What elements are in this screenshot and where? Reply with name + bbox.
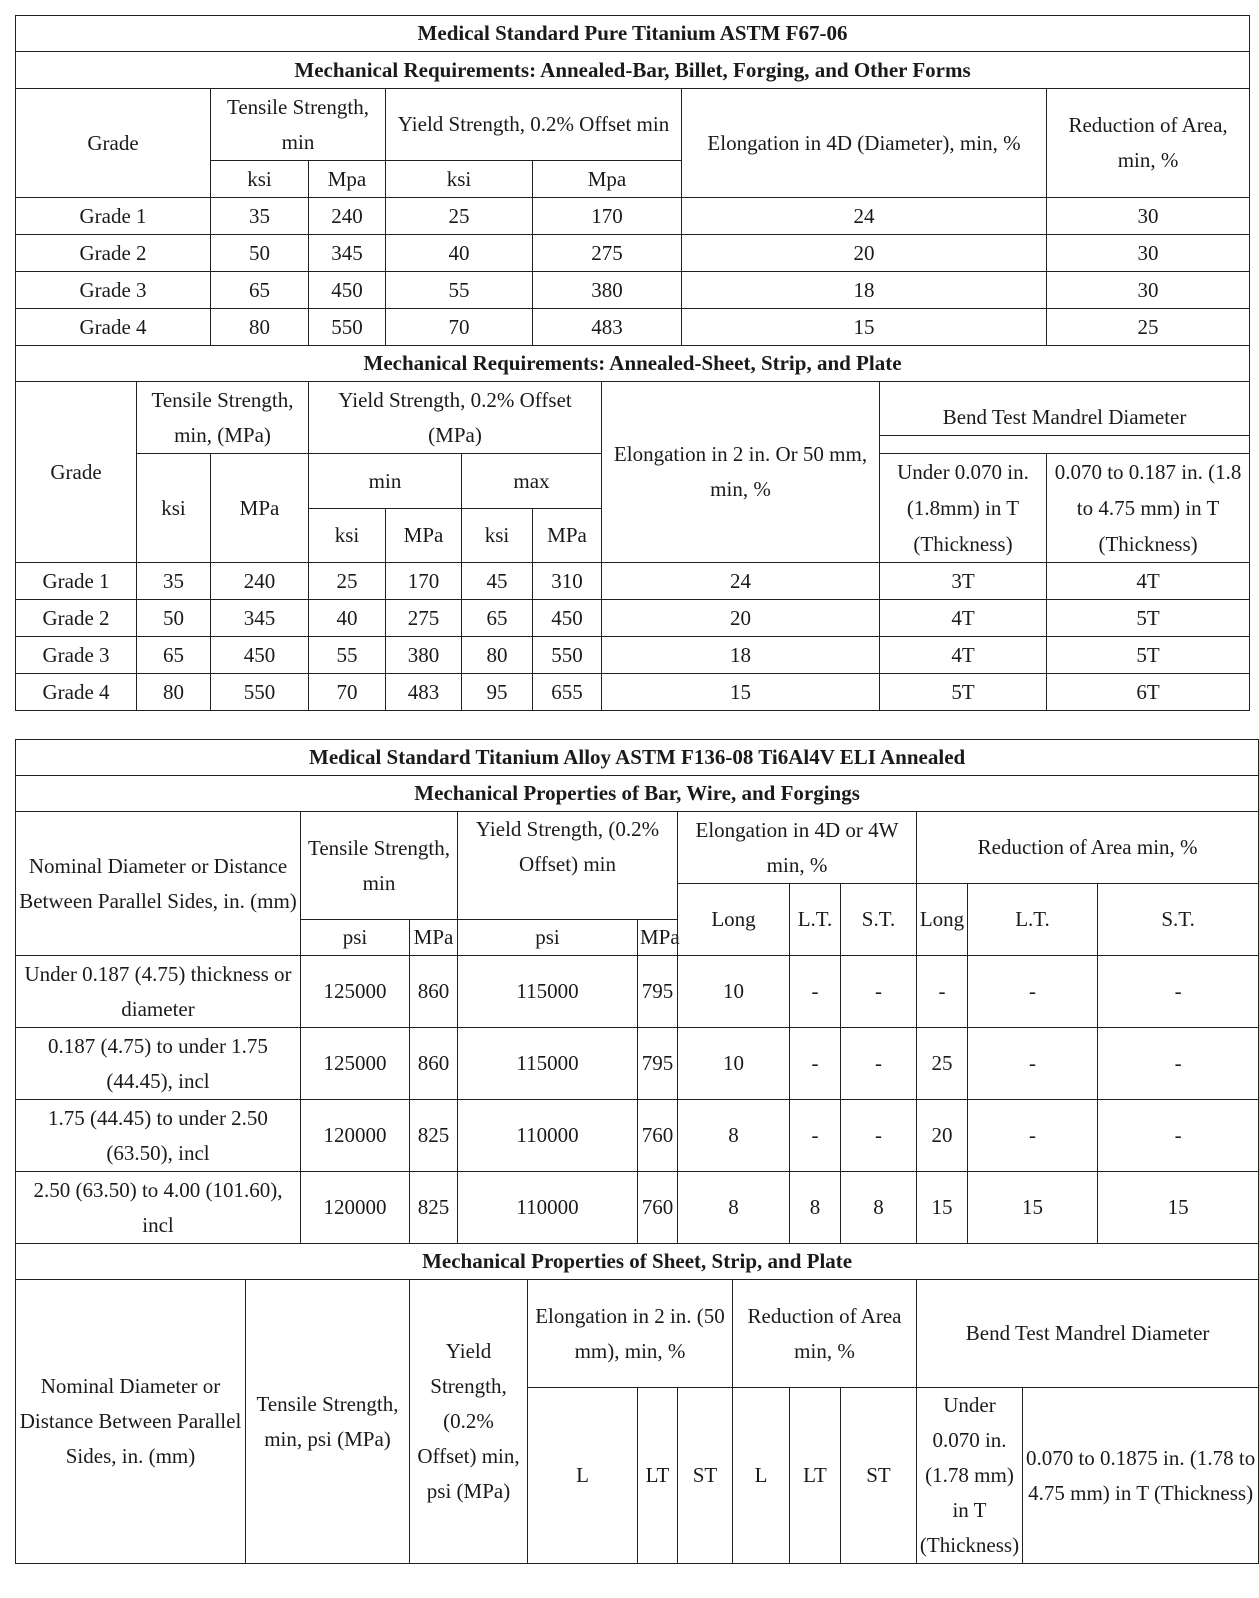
data-cell: - <box>968 1028 1098 1100</box>
yield-min-ksi-header: ksi <box>309 508 386 563</box>
data-cell: 30 <box>1047 272 1250 309</box>
data-cell: 275 <box>386 600 462 637</box>
bend-range-header: 0.070 to 0.187 in. (1.8 to 4.75 mm) in T (Thickness) <box>1047 454 1250 563</box>
data-cell: - <box>790 956 841 1028</box>
data-cell: 5T <box>880 674 1047 711</box>
table-row <box>16 1100 1259 1172</box>
data-cell: 8 <box>678 1172 790 1244</box>
pure-titanium-table <box>15 15 1250 711</box>
table-row <box>16 563 1250 600</box>
elongation-header: Elongation in 2 in. Or 50 mm, min, % <box>602 382 880 563</box>
data-cell: 50 <box>137 600 211 637</box>
grade-cell: Grade 4 <box>16 674 137 711</box>
data-cell: 240 <box>211 563 309 600</box>
tensile-psi-header: psi <box>301 920 410 956</box>
yield-min-mpa-header: MPa <box>386 508 462 563</box>
yield-max-header: max <box>462 454 602 509</box>
yield-psi-header: psi <box>458 920 638 956</box>
bend-range-header: 0.070 to 0.1875 in. (1.78 to 4.75 mm) in T (Thickness) <box>1023 1388 1259 1564</box>
data-cell: 550 <box>309 309 386 346</box>
red-long-header: Long <box>917 884 968 956</box>
data-cell: 15 <box>602 674 880 711</box>
nominal-diameter-header: Nominal Diameter or Distance Between Parallel Sides, in. (mm) <box>16 1280 246 1564</box>
yield-min-header: min <box>309 454 462 509</box>
data-cell: 345 <box>211 600 309 637</box>
data-cell: 80 <box>462 637 533 674</box>
elong-l-header: L <box>528 1388 638 1564</box>
data-cell: 860 <box>410 956 458 1028</box>
bend-test-header: Bend Test Mandrel Diameter <box>917 1280 1259 1388</box>
data-cell: 55 <box>386 272 533 309</box>
data-cell: - <box>841 1100 917 1172</box>
table1-title: Medical Standard Pure Titanium ASTM F67-06 <box>16 16 1250 52</box>
yield-strength-header: Yield Strength, (0.2% Offset) min, psi (MPa) <box>410 1280 528 1564</box>
elong-lt-header: L.T. <box>790 884 841 956</box>
data-cell: 825 <box>410 1172 458 1244</box>
data-cell: 55 <box>309 637 386 674</box>
data-cell: 65 <box>211 272 309 309</box>
bend-test-header <box>880 382 1250 454</box>
table-row <box>16 956 1259 1028</box>
table-row <box>16 600 1250 637</box>
table1-section2-title: Mechanical Requirements: Annealed-Sheet, Strip, and Plate <box>16 346 1250 382</box>
data-cell: 95 <box>462 674 533 711</box>
yield-max-ksi-header: ksi <box>462 508 533 563</box>
elong-st-header: ST <box>678 1388 733 1564</box>
reduction-header: Reduction of Area min, % <box>917 812 1259 884</box>
tensile-strength-header: Tensile Strength, min, psi (MPa) <box>246 1280 410 1564</box>
data-cell: 10 <box>678 956 790 1028</box>
nominal-cell: 0.187 (4.75) to under 1.75 (44.45), incl <box>16 1028 301 1100</box>
tensile-strength-header: Tensile Strength, min <box>301 812 458 920</box>
grade-header: Grade <box>16 382 137 563</box>
data-cell: 115000 <box>458 1028 638 1100</box>
tensile-ksi-header: ksi <box>211 161 309 198</box>
data-cell: 70 <box>386 309 533 346</box>
data-cell: 45 <box>462 563 533 600</box>
data-cell: 25 <box>1047 309 1250 346</box>
yield-ksi-header: ksi <box>386 161 533 198</box>
data-cell: 24 <box>682 198 1047 235</box>
data-cell: - <box>790 1028 841 1100</box>
yield-strength-header: Yield Strength, 0.2% Offset min <box>386 89 682 161</box>
data-cell: 20 <box>682 235 1047 272</box>
table-row <box>16 674 1250 711</box>
tensile-strength-header: Tensile Strength, min <box>211 89 386 161</box>
data-cell: 760 <box>638 1100 678 1172</box>
nominal-cell: 1.75 (44.45) to under 2.50 (63.50), incl <box>16 1100 301 1172</box>
table2-subtitle: Mechanical Properties of Bar, Wire, and Forgings <box>16 776 1259 812</box>
grade-cell: Grade 1 <box>16 563 137 600</box>
yield-mpa-header: Mpa <box>533 161 682 198</box>
data-cell: 380 <box>533 272 682 309</box>
data-cell: 110000 <box>458 1100 638 1172</box>
data-cell: 4T <box>880 637 1047 674</box>
data-cell: 18 <box>602 637 880 674</box>
tensile-mpa-header: Mpa <box>309 161 386 198</box>
data-cell: 65 <box>462 600 533 637</box>
elong-st-header: S.T. <box>841 884 917 956</box>
tensile-strength-header: Tensile Strength, min, (MPa) <box>137 382 309 454</box>
data-cell: 18 <box>682 272 1047 309</box>
yield-max-mpa-header: MPa <box>533 508 602 563</box>
data-cell: 80 <box>211 309 309 346</box>
grade-cell: Grade 4 <box>16 309 211 346</box>
data-cell: 35 <box>211 198 309 235</box>
table-row <box>16 235 1250 272</box>
data-cell: 345 <box>309 235 386 272</box>
data-cell: 70 <box>309 674 386 711</box>
data-cell: 483 <box>533 309 682 346</box>
data-cell: 6T <box>1047 674 1250 711</box>
data-cell: 65 <box>137 637 211 674</box>
data-cell: - <box>841 956 917 1028</box>
table-row <box>16 309 1250 346</box>
data-cell: 483 <box>386 674 462 711</box>
table2-title: Medical Standard Titanium Alloy ASTM F136-08 Ti6Al4V ELI Annealed <box>16 740 1259 776</box>
data-cell: 125000 <box>301 956 410 1028</box>
data-cell: 15 <box>682 309 1047 346</box>
data-cell: 25 <box>309 563 386 600</box>
data-cell: - <box>917 956 968 1028</box>
data-cell: - <box>1098 1028 1259 1100</box>
data-cell: 24 <box>602 563 880 600</box>
data-cell: 170 <box>533 198 682 235</box>
data-cell: 20 <box>917 1100 968 1172</box>
bend-test-label: Bend Test Mandrel Diameter <box>880 399 1249 436</box>
data-cell: 450 <box>211 637 309 674</box>
red-lt-header: LT <box>790 1388 841 1564</box>
data-cell: 20 <box>602 600 880 637</box>
data-cell: 170 <box>386 563 462 600</box>
elong-lt-header: LT <box>638 1388 678 1564</box>
table-row <box>16 1172 1259 1244</box>
data-cell: 550 <box>533 637 602 674</box>
elongation-header: Elongation in 4D (Diameter), min, % <box>682 89 1047 198</box>
elongation-header: Elongation in 4D or 4W min, % <box>678 812 917 884</box>
nominal-cell: 2.50 (63.50) to 4.00 (101.60), incl <box>16 1172 301 1244</box>
red-lt-header: L.T. <box>968 884 1098 956</box>
data-cell: 380 <box>386 637 462 674</box>
table-row <box>16 198 1250 235</box>
data-cell: 15 <box>917 1172 968 1244</box>
reduction-header: Reduction of Area min, % <box>733 1280 917 1388</box>
data-cell: 30 <box>1047 198 1250 235</box>
titanium-alloy-table <box>15 739 1259 1564</box>
data-cell: 310 <box>533 563 602 600</box>
data-cell: 10 <box>678 1028 790 1100</box>
red-st-header: S.T. <box>1098 884 1259 956</box>
nominal-diameter-header: Nominal Diameter or Distance Between Parallel Sides, in. (mm) <box>16 812 301 956</box>
elongation-header: Elongation in 2 in. (50 mm), min, % <box>528 1280 733 1388</box>
data-cell: 40 <box>309 600 386 637</box>
data-cell: 450 <box>309 272 386 309</box>
table-row <box>16 272 1250 309</box>
grade-cell: Grade 2 <box>16 235 211 272</box>
table-row <box>16 1028 1259 1100</box>
data-cell: 275 <box>533 235 682 272</box>
nominal-cell: Under 0.187 (4.75) thickness or diameter <box>16 956 301 1028</box>
grade-cell: Grade 3 <box>16 272 211 309</box>
data-cell: 3T <box>880 563 1047 600</box>
data-cell: 15 <box>968 1172 1098 1244</box>
data-cell: 125000 <box>301 1028 410 1100</box>
data-cell: 30 <box>1047 235 1250 272</box>
data-cell: 825 <box>410 1100 458 1172</box>
data-cell: 550 <box>211 674 309 711</box>
data-cell: 120000 <box>301 1100 410 1172</box>
grade-cell: Grade 3 <box>16 637 137 674</box>
yield-strength-header: Yield Strength, (0.2% Offset) min <box>458 812 678 920</box>
yield-strength-header: Yield Strength, 0.2% Offset (MPa) <box>309 382 602 454</box>
data-cell: 760 <box>638 1172 678 1244</box>
table1-subtitle: Mechanical Requirements: Annealed-Bar, Billet, Forging, and Other Forms <box>16 52 1250 89</box>
data-cell: 5T <box>1047 600 1250 637</box>
data-cell: 35 <box>137 563 211 600</box>
data-cell: 110000 <box>458 1172 638 1244</box>
tensile-mpa-header: MPa <box>211 454 309 563</box>
data-cell: 15 <box>1098 1172 1259 1244</box>
reduction-header: Reduction of Area, min, % <box>1047 89 1250 198</box>
grade-cell: Grade 2 <box>16 600 137 637</box>
data-cell: - <box>968 1100 1098 1172</box>
table-row <box>16 637 1250 674</box>
table2-section2-title: Mechanical Properties of Sheet, Strip, and Plate <box>16 1244 1259 1280</box>
tensile-mpa-header: MPa <box>410 920 458 956</box>
tensile-ksi-header: ksi <box>137 454 211 563</box>
grade-cell: Grade 1 <box>16 198 211 235</box>
bend-under-header: Under 0.070 in. (1.8mm) in T (Thickness) <box>880 454 1047 563</box>
data-cell: - <box>968 956 1098 1028</box>
data-cell: 8 <box>678 1100 790 1172</box>
data-cell: - <box>841 1028 917 1100</box>
data-cell: - <box>790 1100 841 1172</box>
grade-header: Grade <box>16 89 211 198</box>
data-cell: 80 <box>137 674 211 711</box>
data-cell: 120000 <box>301 1172 410 1244</box>
data-cell: - <box>1098 1100 1259 1172</box>
data-cell: 8 <box>841 1172 917 1244</box>
data-cell: 8 <box>790 1172 841 1244</box>
data-cell: 40 <box>386 235 533 272</box>
red-st-header: ST <box>841 1388 917 1564</box>
data-cell: 655 <box>533 674 602 711</box>
data-cell: 860 <box>410 1028 458 1100</box>
data-cell: 5T <box>1047 637 1250 674</box>
bend-under-header: Under 0.070 in. (1.78 mm) in T (Thickness) <box>917 1388 1023 1564</box>
elong-long-header: Long <box>678 884 790 956</box>
data-cell: 4T <box>880 600 1047 637</box>
data-cell: 25 <box>917 1028 968 1100</box>
red-l-header: L <box>733 1388 790 1564</box>
data-cell: 795 <box>638 1028 678 1100</box>
data-cell: 795 <box>638 956 678 1028</box>
data-cell: 4T <box>1047 563 1250 600</box>
yield-mpa-header: MPa <box>638 920 678 956</box>
data-cell: - <box>1098 956 1259 1028</box>
data-cell: 115000 <box>458 956 638 1028</box>
data-cell: 240 <box>309 198 386 235</box>
data-cell: 50 <box>211 235 309 272</box>
data-cell: 450 <box>533 600 602 637</box>
data-cell: 25 <box>386 198 533 235</box>
